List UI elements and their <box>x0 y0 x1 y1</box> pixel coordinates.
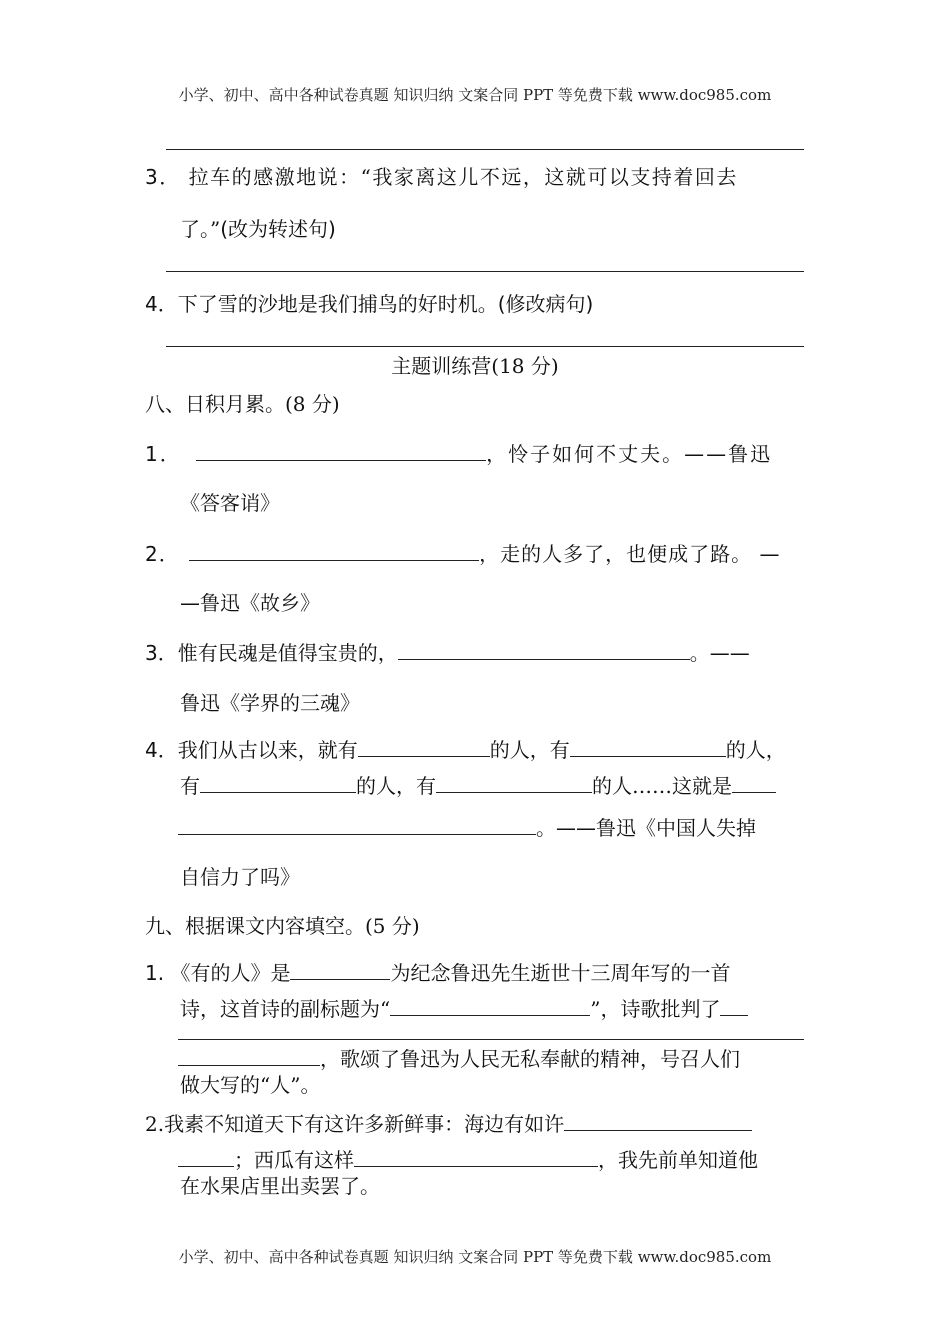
section-9-heading <box>145 910 420 939</box>
item-text: 《有的人》是 <box>170 961 291 985</box>
blank-field[interactable] <box>200 772 356 793</box>
s9-item-1-line1 <box>145 957 730 986</box>
page-footer: 小学、初中、高中各种试卷真题 知识归纳 文案合同 PPT 等免费下载 www.doc985.com <box>178 1248 772 1266</box>
question-text: 拉车的感激地说：“我家离这儿不远，这就可以支持着回去 <box>188 165 738 189</box>
question-4 <box>145 288 593 317</box>
section-title: 主题训练营(18 分) <box>391 354 559 378</box>
blank-field[interactable] <box>358 736 490 757</box>
item-source: 鲁迅《学界的三魂》 <box>180 691 360 715</box>
item-text: ，怜子如何不丈夫。 <box>486 442 685 466</box>
blank-field[interactable] <box>570 736 726 757</box>
item-text: 诗，这首诗的副标题为“ <box>180 997 391 1021</box>
blank-field[interactable] <box>390 995 590 1016</box>
section-heading: 八、日积月累。 <box>145 392 285 416</box>
blank-field[interactable] <box>732 772 776 793</box>
page-header: 小学、初中、高中各种试卷真题 知识归纳 文案合同 PPT 等免费下载 www.doc985.com <box>178 86 772 104</box>
question-number: 3． <box>145 165 181 189</box>
blank-field[interactable] <box>178 1146 234 1167</box>
question-3-line2 <box>180 213 336 242</box>
item-text: ；西瓜有这样 <box>234 1148 354 1172</box>
item-source: 。—— <box>689 641 750 665</box>
answer-line[interactable] <box>166 271 804 272</box>
blank-field[interactable] <box>354 1146 598 1167</box>
item-source: 《答客诮》 <box>180 491 280 515</box>
item-text: ，走的人多了，也便成了路。 <box>479 542 753 566</box>
item-text: 做大写的“人”。 <box>180 1073 321 1097</box>
s8-item-4-line3 <box>178 812 756 841</box>
item-text: 的人，有 <box>356 774 436 798</box>
item-number: 2． <box>145 542 180 566</box>
blank-field[interactable] <box>290 959 390 980</box>
item-text: ，我先前单知道他 <box>598 1148 758 1172</box>
section-8-heading <box>145 388 340 417</box>
blank-field[interactable] <box>196 440 486 461</box>
blank-field[interactable] <box>398 639 690 660</box>
blank-field[interactable] <box>564 1110 752 1131</box>
item-text: 2.我素不知道天下有这许多新鲜事：海边有如许 <box>145 1112 565 1136</box>
blank-field[interactable] <box>189 540 479 561</box>
blank-field[interactable] <box>178 814 536 835</box>
section-score: (8 分) <box>285 392 340 416</box>
question-text: 下了雪的沙地是我们捕鸟的好时机。 <box>177 292 498 316</box>
s8-item-1 <box>145 438 772 467</box>
item-number: 1． <box>145 442 182 466</box>
section-heading: 九、根据课文内容填空。 <box>145 914 365 938</box>
s9-item-1-line2 <box>180 993 748 1022</box>
question-text: 了。” <box>180 217 221 241</box>
item-number: 4． <box>145 738 178 762</box>
item-text: 的人……这就是 <box>592 774 732 798</box>
s9-item-2-line2 <box>178 1144 758 1173</box>
item-source: 。——鲁迅《中国人失掉 <box>536 816 756 840</box>
item-text: 为纪念鲁迅先生逝世十三周年写的一首 <box>390 961 731 985</box>
item-text: 在水果店里出卖罢了。 <box>180 1174 380 1198</box>
item-text: 惟有民魂是值得宝贵的， <box>177 641 398 665</box>
section-score: (5 分) <box>365 914 420 938</box>
answer-line[interactable] <box>166 346 804 347</box>
s9-item-1-line3 <box>178 1043 740 1072</box>
item-text: 我们从古以来，就有 <box>177 738 358 762</box>
question-hint: (改为转述句) <box>220 217 336 241</box>
blank-field[interactable] <box>178 1045 320 1066</box>
blank-field[interactable] <box>720 995 748 1016</box>
s8-item-4-line2 <box>180 770 776 799</box>
item-source: — <box>759 542 781 566</box>
s8-item-3 <box>145 637 750 666</box>
s9-item-2-line1 <box>145 1108 752 1137</box>
item-source: 自信力了吗》 <box>180 865 300 889</box>
item-number: 3． <box>145 641 178 665</box>
s8-item-4-line1 <box>145 734 786 763</box>
answer-line[interactable] <box>166 149 804 150</box>
question-number: 4． <box>145 292 178 316</box>
item-text: 有 <box>180 774 200 798</box>
item-text: ，歌颂了鲁迅为人民无私奉献的精神，号召人们 <box>320 1047 740 1071</box>
item-source: —鲁迅《故乡》 <box>180 591 320 615</box>
item-number: 1. <box>145 961 165 985</box>
item-text: 的人， <box>725 738 786 762</box>
answer-line[interactable] <box>178 1039 804 1040</box>
item-source: ——鲁迅 <box>684 442 773 466</box>
blank-field[interactable] <box>436 772 592 793</box>
s8-item-2 <box>145 538 780 567</box>
question-hint: (修改病句) <box>497 292 594 316</box>
item-text: ”，诗歌批判了 <box>590 997 721 1021</box>
question-3-line1 <box>145 161 738 190</box>
item-text: 的人，有 <box>489 738 570 762</box>
